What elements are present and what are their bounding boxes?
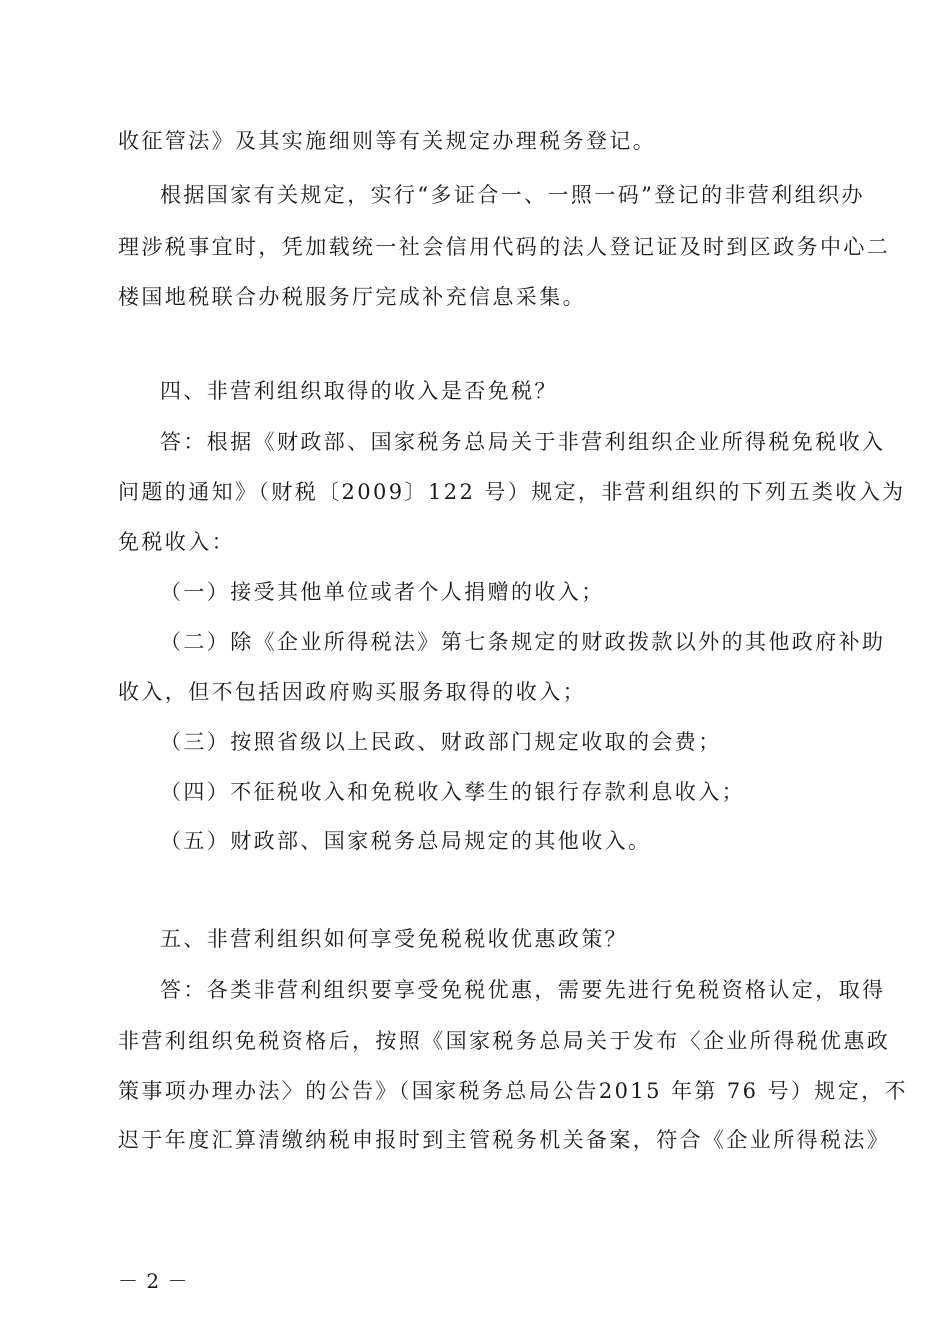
paragraph-line-2: 根据国家有关规定，实行“多证合一、一照一码”登记的非营利组织办 — [160, 183, 865, 207]
section-heading-5: 五、非营利组织如何享受免税税收优惠政策？ — [160, 927, 628, 951]
paragraph-line-1: 收征管法》及其实施细则等有关规定办理税务登记。 — [118, 129, 657, 153]
section-heading-4: 四、非营利组织取得的收入是否免税？ — [160, 379, 558, 403]
list-item-2: （二）除《企业所得税法》第七条规定的财政拨款以外的其他政府补助 — [160, 630, 886, 654]
paragraph-line-4: 楼国地税联合办税服务厅完成补充信息采集。 — [118, 285, 586, 309]
paragraph-line-18: 策事项办理办法〉的公告》（国家税务总局公告2015 年第 76 号）规定，不 — [118, 1079, 908, 1103]
paragraph-line-16: 答：各类非营利组织要享受免税优惠，需要先进行免税资格认定，取得 — [160, 978, 886, 1002]
list-item-2-continued: 收入，但不包括因政府购买服务取得的收入； — [118, 680, 586, 704]
paragraph-line-3: 理涉税事宜时，凭加载统一社会信用代码的法人登记证及时到区政务中心二 — [118, 235, 891, 259]
page-number: － 2 － — [118, 1269, 189, 1293]
list-item-5: （五）财政部、国家税务总局规定的其他收入。 — [160, 829, 652, 853]
paragraph-line-19: 迟于年度汇算清缴纳税申报时到主管税务机关备案，符合《企业所得税法》 — [118, 1128, 891, 1152]
list-item-4: （四）不征税收入和免税收入孳生的银行存款利息收入； — [160, 780, 745, 804]
list-item-1: （一）接受其他单位或者个人捐赠的收入； — [160, 580, 605, 604]
paragraph-line-7: 问题的通知》（财税〔2009〕122 号）规定，非营利组织的下列五类收入为 — [118, 480, 906, 504]
paragraph-line-8: 免税收入： — [118, 530, 235, 554]
list-item-3: （三）按照省级以上民政、财政部门规定收取的会费； — [160, 730, 722, 754]
paragraph-line-6: 答：根据《财政部、国家税务总局关于非营利组织企业所得税免税收入 — [160, 430, 886, 454]
paragraph-line-17: 非营利组织免税资格后，按照《国家税务总局关于发布〈企业所得税优惠政 — [118, 1029, 891, 1053]
